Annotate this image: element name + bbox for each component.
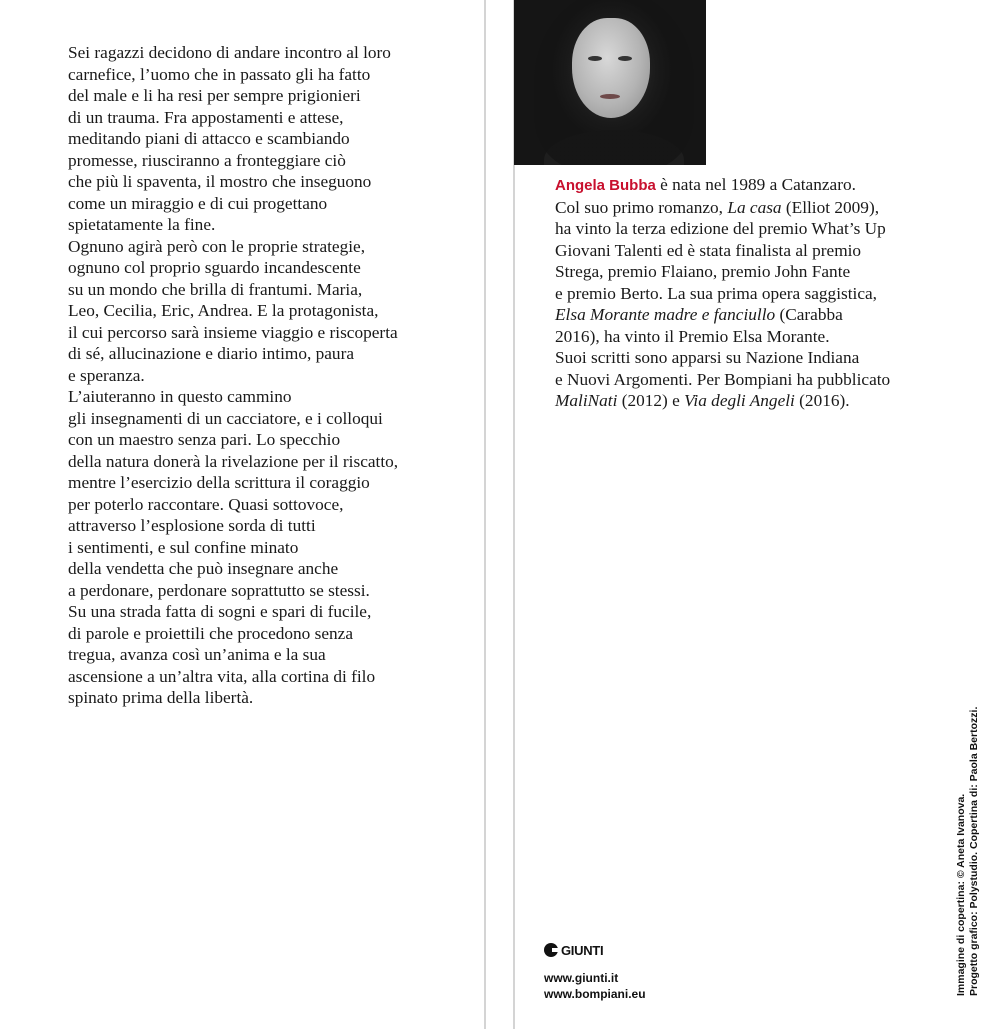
bio-line (555, 197, 955, 219)
url-giunti[interactable]: www.giunti.it (544, 971, 619, 985)
fold-line-left (484, 0, 486, 1029)
blurb-line: promesse, riusciranno a fronteggiare ciò (68, 150, 346, 170)
blurb-line: carnefice, l’uomo che in passato gli ha fatto (68, 64, 371, 84)
bio-line (555, 174, 955, 197)
blurb-paragraph (68, 236, 468, 387)
bio-line (555, 369, 955, 391)
bio-text: e Nuovi Argomenti. Per Bompiani ha pubblicato (555, 369, 891, 389)
blurb-line: della natura donerà la rivelazione per il riscatto, (68, 451, 399, 471)
blurb-line: su un mondo che brilla di frantumi. Maria, (68, 279, 363, 299)
blurb-line: Su una strada fatta di sogni e spari di fucile, (68, 602, 372, 621)
book-title: Elsa Morante madre e fanciullo (555, 305, 776, 324)
author-photo (514, 0, 706, 165)
blurb-line: e speranza. (68, 365, 145, 385)
bio-line (555, 304, 955, 326)
blurb-line: del male e li ha resi per sempre prigionieri (68, 86, 361, 105)
blurb-line: ognuno col proprio sguardo incandescente (68, 258, 361, 277)
book-title: Via degli Angeli (684, 391, 795, 410)
bio-line (555, 347, 955, 369)
blurb-line: di sé, allucinazione e diario intimo, paura (68, 344, 355, 363)
blurb-line: di un trauma. Fra appostamenti e attese, (68, 107, 344, 127)
bio-text: Strega, premio Flaiano, premio John Fante (555, 262, 851, 281)
bio-text: (2016). (794, 391, 850, 410)
bio-line (555, 326, 955, 348)
giunti-logo-text: GIUNTI (561, 942, 604, 958)
bio-line (555, 283, 955, 305)
blurb-line: il cui percorso sarà insieme viaggio e riscoperta (68, 322, 398, 342)
blurb-line: spietatamente la fine. (68, 215, 216, 234)
blurb-line: Leo, Cecilia, Eric, Andrea. E la protagonista, (68, 301, 379, 320)
bio-text: è nata nel 1989 a Catanzaro. (655, 175, 856, 194)
bio-line (555, 218, 955, 240)
publisher-urls (544, 970, 646, 1002)
image-credits (955, 706, 980, 996)
blurb-line: mentre l’esercizio della scrittura il coraggio (68, 473, 370, 492)
bio-text: (Elliot 2009), (781, 197, 880, 217)
cover-image-credit: Immagine di copertina: © Aneta Ivanova. (955, 793, 967, 996)
blurb-line: come un miraggio e di cui progettano (68, 193, 328, 213)
book-title: La casa (727, 197, 782, 217)
bio-text: (Carabba (775, 305, 843, 324)
book-blurb (68, 42, 468, 709)
blurb-line: Ognuno agirà però con le proprie strategie, (68, 236, 366, 256)
author-bio (555, 174, 955, 412)
bio-text: Suoi scritti sono apparsi su Nazione Indiana (555, 348, 860, 367)
bio-line (555, 240, 955, 262)
bio-text: e premio Berto. La sua prima opera saggistica, (555, 283, 877, 303)
blurb-line: Sei ragazzi decidono di andare incontro al loro (68, 43, 391, 62)
bio-text: Giovani Talenti ed è stata finalista al premio (555, 240, 862, 260)
book-title: MaliNati (555, 391, 618, 410)
blurb-line: che più li spaventa, il mostro che inseguono (68, 172, 372, 191)
blurb-line: ascensione a un’altra vita, alla cortina di filo (68, 666, 376, 686)
blurb-line: tregua, avanza così un’anima e la sua (68, 645, 326, 664)
bio-text: 2016), ha vinto il Premio Elsa Morante. (555, 326, 830, 346)
graphic-design-credit: Progetto grafico: Polystudio. Copertina di: Paola Bertozzi. (967, 706, 980, 996)
bio-line (555, 390, 955, 412)
giunti-logo-icon (544, 943, 558, 957)
blurb-line: della vendetta che può insegnare anche (68, 559, 339, 578)
bio-text: ha vinto la terza edizione del premio What’s Up (555, 219, 886, 238)
blurb-line: a perdonare, perdonare soprattutto se stessi. (68, 580, 370, 600)
blurb-line: spinato prima della libertà. (68, 688, 254, 707)
author-name: Angela Bubba (555, 177, 656, 194)
blurb-line: i sentimenti, e sul confine minato (68, 537, 299, 557)
blurb-line: L’aiuteranno in questo cammino (68, 387, 292, 406)
bio-line (555, 261, 955, 283)
blurb-paragraph (68, 42, 468, 236)
bio-text: Col suo primo romanzo, (555, 197, 728, 217)
blurb-line: per poterlo raccontare. Quasi sottovoce, (68, 494, 344, 514)
bio-text: (2012) e (617, 391, 685, 410)
blurb-line: di parole e proiettili che procedono senza (68, 623, 354, 643)
blurb-line: gli insegnamenti di un cacciatore, e i colloqui (68, 408, 383, 428)
blurb-line: meditando piani di attacco e scambiando (68, 129, 350, 148)
url-bompiani[interactable]: www.bompiani.eu (544, 987, 646, 1001)
giunti-logo (544, 940, 646, 960)
blurb-paragraph (68, 386, 468, 709)
blurb-line: con un maestro senza pari. Lo specchio (68, 430, 341, 449)
publisher-block (544, 940, 646, 1002)
blurb-line: attraverso l’esplosione sorda di tutti (68, 516, 316, 535)
